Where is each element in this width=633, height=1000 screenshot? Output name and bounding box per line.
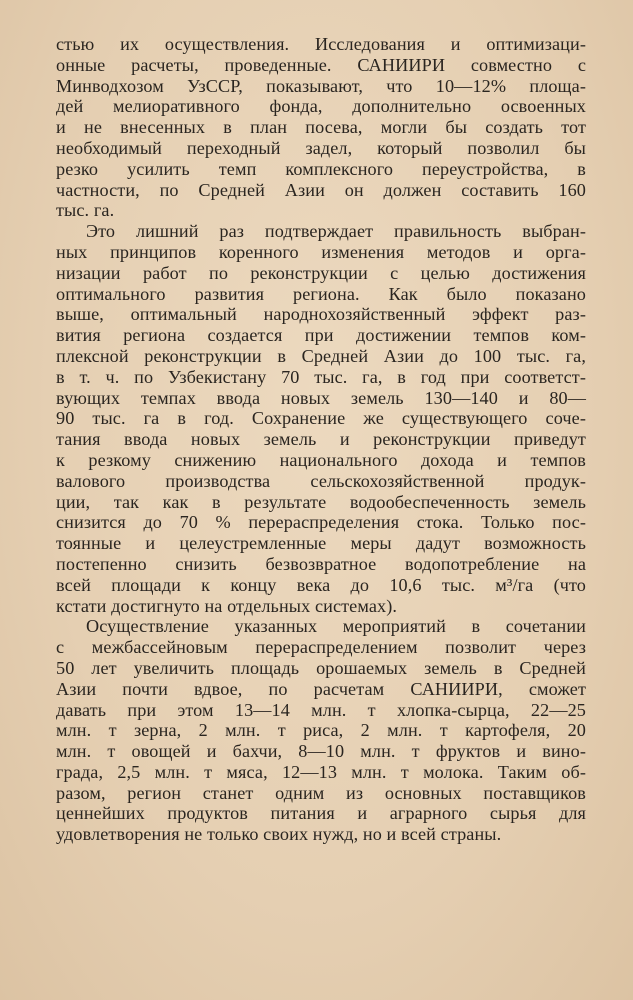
text-line: снизится до 70 % перераспределения стока. Только пос- bbox=[56, 512, 586, 533]
text-line: постепенно снизить безвозвратное водопотребление на bbox=[56, 553, 586, 574]
text-line: удовлетворения не только своих нужд, но и всей страны. bbox=[56, 824, 502, 845]
text-line: Это лишний раз подтверждает правильность выбран- bbox=[86, 221, 586, 242]
text-line: града, 2,5 млн. т мяса, 12—13 млн. т молока. Таким об- bbox=[56, 761, 586, 782]
page-text bbox=[56, 34, 586, 845]
text-line: Осуществление указанных мероприятий в сочетании bbox=[86, 616, 586, 637]
text-line: тоянные и целеустремленные меры дадут возможность bbox=[56, 533, 586, 554]
text-line: выше, оптимальный народнохозяйственный эффект раз- bbox=[56, 304, 586, 325]
paragraph-3 bbox=[56, 616, 586, 845]
text-line: млн. т овощей и бахчи, 8—10 млн. т фруктов и вино- bbox=[56, 741, 586, 762]
text-line: с межбассейновым перераспределением позволит через bbox=[56, 637, 586, 658]
text-line: резко усилить темп комплексного переустройства, в bbox=[56, 158, 586, 179]
text-line: вития региона создается при достижении темпов ком- bbox=[56, 325, 586, 346]
text-line: в т. ч. по Узбекистану 70 тыс. га, в год при соответст- bbox=[56, 366, 586, 387]
text-line: низации работ по реконструкции с целью достижения bbox=[56, 262, 586, 283]
text-line: тыс. га. bbox=[56, 200, 115, 221]
text-line: вующих темпах ввода новых земель 130—140 и 80— bbox=[56, 387, 586, 408]
text-line: разом, регион станет одним из основных поставщиков bbox=[56, 782, 586, 803]
text-line: Минводхозом УзССР, показывают, что 10—12% площа- bbox=[56, 75, 586, 96]
text-line: ных принципов коренного изменения методов и орга- bbox=[56, 241, 586, 262]
text-line: валового производства сельскохозяйственной продук- bbox=[56, 470, 586, 491]
text-line: млн. т зерна, 2 млн. т риса, 2 млн. т картофеля, 20 bbox=[56, 720, 586, 741]
text-line: всей площади к концу века до 10,6 тыс. м³/га (что bbox=[56, 574, 586, 595]
text-line: давать при этом 13—14 млн. т хлопка-сырца, 22—25 bbox=[56, 699, 586, 720]
text-line: стью их осуществления. Исследования и оптимизаци- bbox=[56, 34, 586, 54]
text-line: Азии почти вдвое, по расчетам САНИИРИ, сможет bbox=[56, 678, 586, 699]
text-line: ции, так как в результате водообеспеченность земель bbox=[56, 491, 586, 512]
paragraph-2 bbox=[56, 221, 586, 616]
text-line: к резкому снижению национального дохода и темпов bbox=[56, 449, 586, 470]
text-line: ценнейших продуктов питания и аграрного сырья для bbox=[56, 803, 586, 824]
text-line: онные расчеты, проведенные. САНИИРИ совместно с bbox=[56, 54, 586, 75]
text-line: плексной реконструкции в Средней Азии до 100 тыс. га, bbox=[56, 345, 586, 366]
text-line: кстати достигнуто на отдельных системах). bbox=[56, 595, 398, 616]
text-line: дей мелиоративного фонда, дополнительно освоенных bbox=[56, 96, 586, 117]
text-line: 50 лет увеличить площадь орошаемых земель в Средней bbox=[56, 657, 586, 678]
text-line: оптимального развития региона. Как было показано bbox=[56, 283, 586, 304]
text-line: 90 тыс. га в год. Сохранение же существующего соче- bbox=[56, 408, 586, 429]
text-line: частности, по Средней Азии он должен составить 160 bbox=[56, 179, 586, 200]
text-line: и не внесенных в план посева, могли бы создать тот bbox=[56, 117, 586, 138]
paragraph-1 bbox=[56, 34, 586, 221]
text-line: тания ввода новых земель и реконструкции приведут bbox=[56, 429, 586, 450]
text-line: необходимый переходный задел, который позволил бы bbox=[56, 137, 586, 158]
